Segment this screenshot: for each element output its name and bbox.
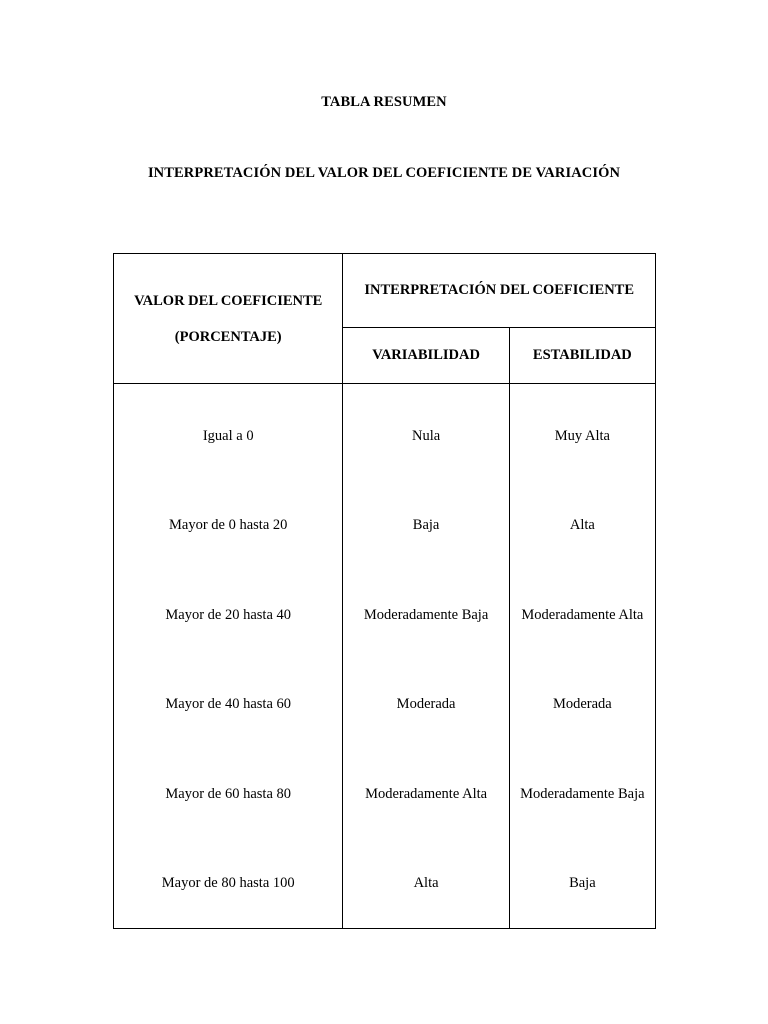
row-value: Mayor de 80 hasta 100 xyxy=(161,874,295,891)
row-variability: Moderadamente Baja xyxy=(363,606,489,623)
document-subtitle: INTERPRETACIÓN DEL VALOR DEL COEFICIENTE DE VARIACIÓN xyxy=(147,165,621,181)
header-interpretation: INTERPRETACIÓN DEL COEFICIENTE xyxy=(343,254,656,328)
table-header-row xyxy=(114,254,656,328)
row-value: Igual a 0 xyxy=(202,428,254,444)
header-variability: VARIABILIDAD xyxy=(343,328,509,384)
row-stability: Moderadamente Alta xyxy=(521,606,644,623)
variability-column xyxy=(343,384,509,929)
header-value-line2: (PORCENTAJE) xyxy=(174,328,282,345)
header-stability: ESTABILIDAD xyxy=(509,328,655,384)
row-stability: Baja xyxy=(569,874,596,891)
row-variability: Baja xyxy=(412,517,440,534)
row-variability: Moderadamente Alta xyxy=(365,785,488,802)
document-title: TABLA RESUMEN xyxy=(321,94,447,110)
value-column xyxy=(114,384,343,929)
header-value-coefficient xyxy=(114,254,343,384)
stability-column xyxy=(509,384,655,929)
row-stability: Muy Alta xyxy=(554,428,610,444)
row-stability: Moderadamente Baja xyxy=(520,785,645,802)
row-value: Mayor de 20 hasta 40 xyxy=(165,606,292,623)
coefficient-table xyxy=(113,253,656,929)
header-value-line1: VALOR DEL COEFICIENTE xyxy=(134,292,323,309)
row-value: Mayor de 40 hasta 60 xyxy=(165,696,292,713)
row-variability: Moderada xyxy=(396,696,456,713)
row-variability: Alta xyxy=(413,874,439,891)
row-value: Mayor de 60 hasta 80 xyxy=(165,785,292,802)
row-stability: Moderada xyxy=(552,696,612,713)
row-stability: Alta xyxy=(569,517,595,534)
row-variability: Nula xyxy=(411,428,441,444)
row-value: Mayor de 0 hasta 20 xyxy=(169,517,288,534)
table-body-row xyxy=(114,384,656,929)
